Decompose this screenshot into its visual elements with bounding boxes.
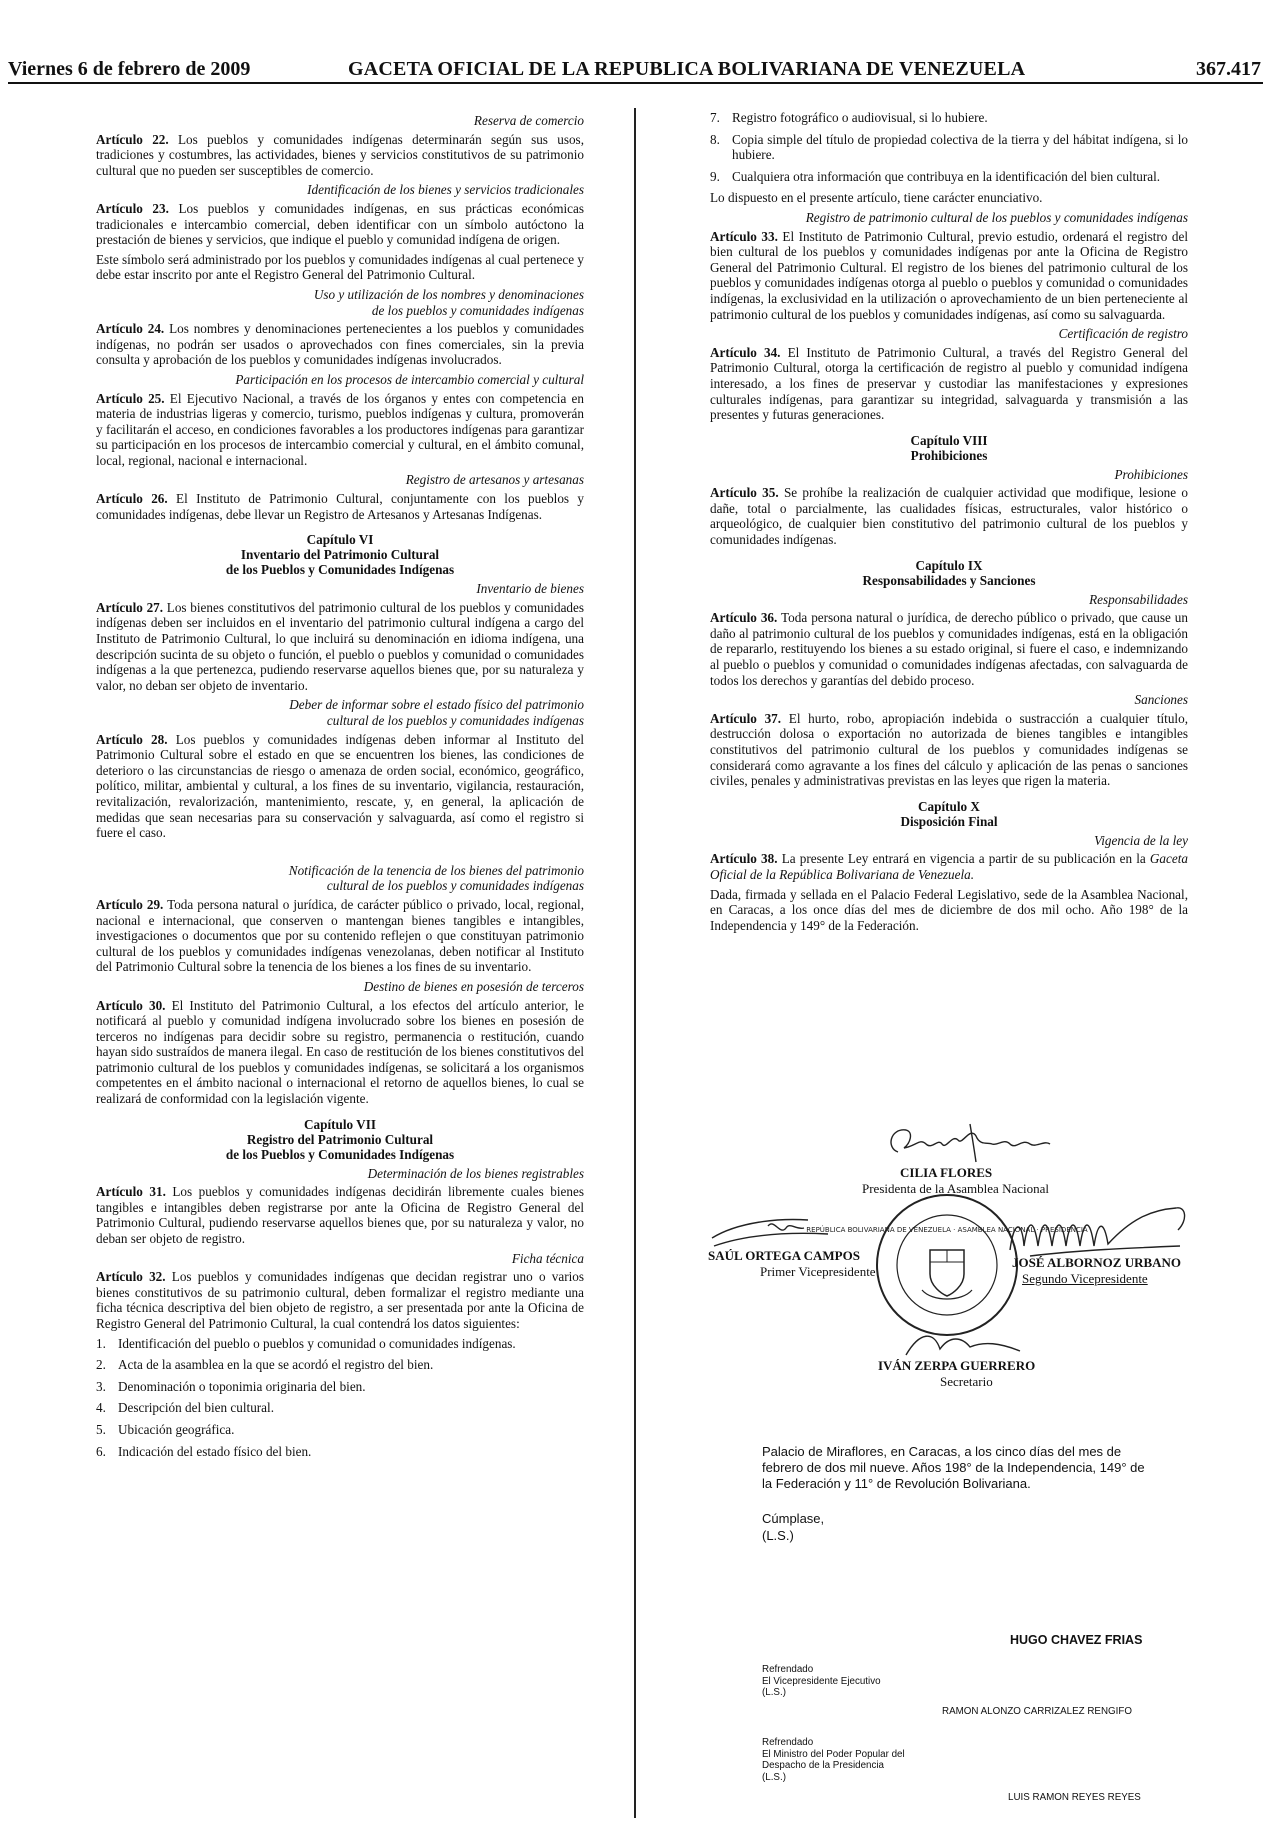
subtitle-art24-line2: de los pueblos y comunidades indígenas <box>371 302 584 318</box>
signature-flores <box>880 1118 1070 1168</box>
column-divider <box>634 108 636 1818</box>
list-item: 9. Cualquiera otra información que contribuya en la identificación del bien cultural. <box>710 168 1161 184</box>
ficha-items-left <box>96 1336 584 1460</box>
miraflores-paragraph: Palacio de Miraflores, en Caracas, a los cinco días del mes de febrero de dos mil nueve. Años 198° de la Independencia, 149° de la Federación y 11° de Revolución Bolivariana. <box>762 1444 1145 1491</box>
subtitle-art29-line2: cultural de los pueblos y comunidades indígenas <box>326 878 584 894</box>
subtitle-art23: Identificación de los bienes y servicios tradicionales <box>307 182 584 198</box>
article-23: Artículo 23. Los pueblos y comunidades indígenas, en sus prácticas económicas tradicionales e intercambio comercial, deben identificar con un símbolo autóctono la prestación de bienes y servicios, que indique el pueblo y comunidad indígena de origen. <box>96 200 584 248</box>
subtitle-art34: Certificación de registro <box>1058 326 1188 342</box>
article-22: Artículo 22. Los pueblos y comunidades indígenas determinarán según sus usos, tradiciones y costumbres, las actividades, bienes y servicios constitutivos de su patrimonio cultural que no pueden ser susceptibles de comercio. <box>96 131 584 178</box>
vicepresidente-name: RAMON ALONZO CARRIZALEZ RENGIFO <box>942 1706 1132 1717</box>
refrendo-ministro: Refrendado El Ministro del Poder Popular del Despacho de la Presidencia (L.S.) <box>762 1737 905 1783</box>
article-31: Artículo 31. Los pueblos y comunidades indígenas decidirán libremente cuales bienes tangibles e intangibles deben registrarse por ante la Oficina de Registro General del Patrimonio Cultural, pudiendo reservarse aquellos bienes que, por su naturaleza y valor, no deban ser objeto de registro. <box>96 1184 584 1247</box>
signatory-name-flores: CILIA FLORES <box>900 1165 993 1180</box>
article-34: Artículo 34. El Instituto de Patrimonio Cultural, a través del Registro General del Patrimonio Cultural, otorga la certificación de registro al pueblo y comunidad indígena interesado, a los fines de preservar y custodiar las manifestaciones y expresiones culturales indígenas, para garantizar su integridad, salvaguarda y transmisión a las presentes y futuras generaciones. <box>710 344 1188 423</box>
article-37: Artículo 37. El hurto, robo, apropiación indebida o sustracción a cualquier título, destrucción dolosa o exportación no autorizada de bienes tangibles e intangibles constitutivos del patrimonio cultural de los pueblos y comunidades indígenas se considerará como agravante a los fines del cálculo y aplicación de las penas o sanciones civiles, penales y administrativas previstas en las leyes que rigen la materia. <box>710 710 1188 789</box>
enunciativo-note: Lo dispuesto en el presente artículo, tiene carácter enunciativo. <box>710 190 1043 206</box>
issue-date: Viernes 6 de febrero de 2009 <box>8 58 251 80</box>
subtitle-art33: Registro de patrimonio cultural de los pueblos y comunidades indígenas <box>805 209 1188 225</box>
chapter-7-heading: Capítulo VII Registro del Patrimonio Cultural de los Pueblos y Comunidades Indígenas <box>225 1116 455 1162</box>
subtitle-art32: Ficha técnica <box>511 1250 584 1266</box>
subtitle-art24-line1: Uso y utilización de los nombres y denominaciones <box>313 286 584 302</box>
subtitle-art35: Prohibiciones <box>1114 466 1188 482</box>
gazette-header <box>0 58 1271 82</box>
signatory-name-ortega: SAÚL ORTEGA CAMPOS <box>708 1248 860 1263</box>
list-item: 5. Ubicación geográfica. <box>96 1421 235 1437</box>
seal-text: REPÚBLICA BOLIVARIANA DE VENEZUELA · ASAMBLEA NACIONAL · PRESIDENCIA <box>806 1226 1088 1234</box>
cumplase-text: Cúmplase, <box>762 1511 825 1526</box>
signatory-title-albornoz: Segundo Vicepresidente <box>1022 1271 1148 1286</box>
list-item: 7. Registro fotográfico o audiovisual, si lo hubiere. <box>710 110 988 125</box>
article-32: Artículo 32. Los pueblos y comunidades indígenas que decidan registrar uno o varios bienes constitutivos de su patrimonio cultural, deben formalizar el registro mediante una ficha técnica descriptiva del bien objeto de registro, a ser presentada por ante la Oficina de Registro General del Patrimonio Cultural, la cual contendrá los datos siguientes: <box>96 1269 584 1331</box>
signatory-title-ortega: Primer Vicepresidente <box>760 1264 876 1279</box>
signatory-name-albornoz: JOSÉ ALBORNOZ URBANO <box>1012 1255 1182 1270</box>
subtitle-art28-line2: cultural de los pueblos y comunidades indígenas <box>326 713 584 728</box>
president-name: HUGO CHAVEZ FRIAS <box>1010 1633 1143 1647</box>
gazette-title: GACETA OFICIAL DE LA REPUBLICA BOLIVARIANA DE VENEZUELA <box>348 58 1026 80</box>
left-column <box>96 110 584 1465</box>
dada-paragraph: Dada, firmada y sellada en el Palacio Federal Legislativo, sede de la Asamblea Nacional, en Caracas, a los once días del mes de diciembre de dos mil ocho. Año 198° de la Independencia y 149° de la Federación. <box>710 886 1188 933</box>
chapter-10-heading: Capítulo X Disposición Final <box>900 798 998 829</box>
signatory-title-zerpa: Secretario <box>940 1374 993 1389</box>
subtitle-art25: Participación en los procesos de intercambio comercial y cultural <box>235 371 584 387</box>
article-29: Artículo 29. Toda persona natural o jurídica, de carácter público o privado, local, regional, nacional e internacional, que conserven o mantengan bienes tangibles e intangibles, investigaciones o documentos que por su contenido reflejen o que constituyan patrimonio cultural de los pueblos y comunidades indígenas venezolanas, deben notificar al Instituto del Patrimonio Cultural sobre la tenencia de los bienes a los fines de su inventario. <box>96 896 584 975</box>
chapter-6-heading: Capítulo VI Inventario del Patrimonio Cultural de los Pueblos y Comunidades Indígenas <box>225 532 455 578</box>
article-23-para-2: Este símbolo será administrado por los pueblos y comunidades indígenas al cual pertenece y debe estar inscrito por ante el Registro General del Patrimonio Cultural. <box>96 251 584 283</box>
subtitle-art30: Destino de bienes en posesión de terceros <box>363 978 584 994</box>
subtitle-art22: Reserva de comercio <box>473 113 584 128</box>
article-33: Artículo 33. El Instituto de Patrimonio Cultural, previo estudio, ordenará el registro del bien cultural de los pueblos y comunidades indígenas por ante la Oficina de Registro General del Patrimonio Cultural. El registro de los bienes del patrimonio cultural de los pueblos y comunidades indígenas otorga al pueblo o pueblos y comunidad o comunidades indígenas, la exclusividad en la utilización o aprovechamiento de un bien perteneciente al patrimonio cultural de los pueblos y comunidades indígenas, así como su salvaguarda. <box>710 228 1188 322</box>
list-item: 8. Copia simple del título de propiedad colectiva de la tierra y del hábitat indígena, si lo hubiere. <box>710 131 1188 163</box>
chapter-9-heading: Capítulo IX Responsabilidades y Sanciones <box>862 557 1036 588</box>
right-column <box>710 110 1188 937</box>
article-27: Artículo 27. Los bienes constitutivos del patrimonio cultural de los pueblos y comunidades indígenas deben ser incluidos en el inventario del patrimonio cultural indígena a cargo del Instituto de Patrimonio Cultural, lo que incluirá su denominación en idioma indígena, una descripción sucinta de su objeto o función, el pueblo o pueblos y comunidad o comunidades indígenas a la que pertenezca, pudiendo reservarse aquellos bienes que, por su naturaleza y valor, no deban ser objeto de inventario. <box>96 599 584 693</box>
signatory-title-flores: Presidenta de la Asamblea Nacional <box>862 1181 1049 1196</box>
subtitle-art36: Responsabilidades <box>1089 591 1188 607</box>
chapter-8-heading: Capítulo VIII Prohibiciones <box>910 432 988 463</box>
signatory-name-zerpa: IVÁN ZERPA GUERRERO <box>878 1358 1036 1373</box>
list-item: 6. Indicación del estado físico del bien. <box>96 1443 312 1459</box>
subtitle-art37: Sanciones <box>1134 692 1188 708</box>
article-26: Artículo 26. El Instituto de Patrimonio Cultural, conjuntamente con los pueblos y comunidades indígenas, debe llevar un Registro de Artesanos y Artesanas Indígenas. <box>96 491 584 522</box>
list-item: 3. Denominación o toponimia originaria del bien. <box>96 1378 366 1394</box>
subtitle-art28-line1: Deber de informar sobre el estado físico del patrimonio <box>289 697 584 713</box>
ficha-items-right <box>710 110 1188 184</box>
list-item: 4. Descripción del bien cultural. <box>96 1400 274 1416</box>
subtitle-art27: Inventario de bienes <box>476 581 584 597</box>
article-25: Artículo 25. El Ejecutivo Nacional, a través de los órganos y entes con competencia en materia de industrias ligeras y comercio, turismo, pueblos indígenas y cultura, promoverán y facilitarán el acceso, en condiciones favorables a los productores indígenas para garantizar su participación en los procesos de intercambio comercial y cultural, en el ámbito comunal, local, regional, nacional e internacional. <box>96 390 584 468</box>
subtitle-art31: Determinación de los bienes registrables <box>367 1165 584 1181</box>
refrendo-vicepresidente: Refrendado El Vicepresidente Ejecutivo (L.S.) <box>762 1664 881 1698</box>
subtitle-art29-line1: Notificación de la tenencia de los bienes del patrimonio <box>288 862 584 878</box>
article-35: Artículo 35. Se prohíbe la realización de cualquier actividad que modifique, lesione o dañe, total o parcialmente, las cualidades físicas, estructurales, valor histórico o arqueológico, de cualquier bien constitutivo del patrimonio cultural de los pueblos y comunidades indígenas. <box>710 485 1188 548</box>
article-28: Artículo 28. Los pueblos y comunidades indígenas deben informar al Instituto del Patrimonio Cultural sobre el estado en que se encuentren los bienes, las condiciones de deterioro o las circunstancias de riesgo o amenaza de orden social, económico, geográfico, político, militar, ambiental y cultural, a los fines de su inventario, vigilancia, restauración, revitalización, revalorización, mantenimiento, rescate, y, en general, la aplicación de medidas que sean necesarias para su conservación y salvaguarda, así como el registro si fuere el caso. <box>96 731 584 841</box>
article-36: Artículo 36. Toda persona natural o jurídica, de derecho público o privado, que cause un daño al patrimonio cultural de los pueblos y comunidades indígenas, está en la obligación de repararlo, restituyendo los bienes a su estado original, si fuere el caso, e indemnizando al pueblo o pueblos y comunidad o comunidades indígenas afectadas, con salvaguarda de todos los derechos y garantías del debido proceso. <box>710 610 1188 688</box>
article-30: Artículo 30. El Instituto del Patrimonio Cultural, a los efectos del artículo anterior, le notificará al pueblo y comunidad indígena involucrado sobre los bienes en posesión de terceros no indígenas para decidir sobre su registro, permanencia o restitución, cuando hayan sido sustraídos de manera ilegal. En caso de restitución de los bienes constitutivos del patrimonio cultural de los pueblos y comunidades indígenas, se solicitará a los organismos competentes en el ámbito nacional o internacional el retorno de aquellos bienes, lo cual se realizará de conformidad con la legislación vigente. <box>96 997 584 1107</box>
subtitle-art38: Vigencia de la ley <box>1094 832 1188 848</box>
list-item: 1. Identificación del pueblo o pueblos y comunidad o comunidades indígenas. <box>96 1335 516 1351</box>
subtitle-art26: Registro de artesanos y artesanas <box>405 472 584 488</box>
header-rule <box>8 82 1263 84</box>
page-number: 367.417 <box>1196 58 1261 80</box>
ls-mark: (L.S.) <box>762 1528 794 1543</box>
list-item: 2. Acta de la asamblea en la que se acordó el registro del bien. <box>96 1357 434 1373</box>
ministro-name: LUIS RAMON REYES REYES <box>1008 1792 1141 1803</box>
article-38: Artículo 38. La presente Ley entrará en vigencia a partir de su publicación en la Gaceta Oficial de la República Bolivariana de Venezuela. <box>710 851 1188 882</box>
article-24: Artículo 24. Los nombres y denominaciones pertenecientes a los pueblos y comunidades indígenas, no podrán ser usados o aprovechados con fines comerciales, sin la previa consulta y aprobación de los pueblos y comunidades indígenas involucrados. <box>96 321 584 368</box>
